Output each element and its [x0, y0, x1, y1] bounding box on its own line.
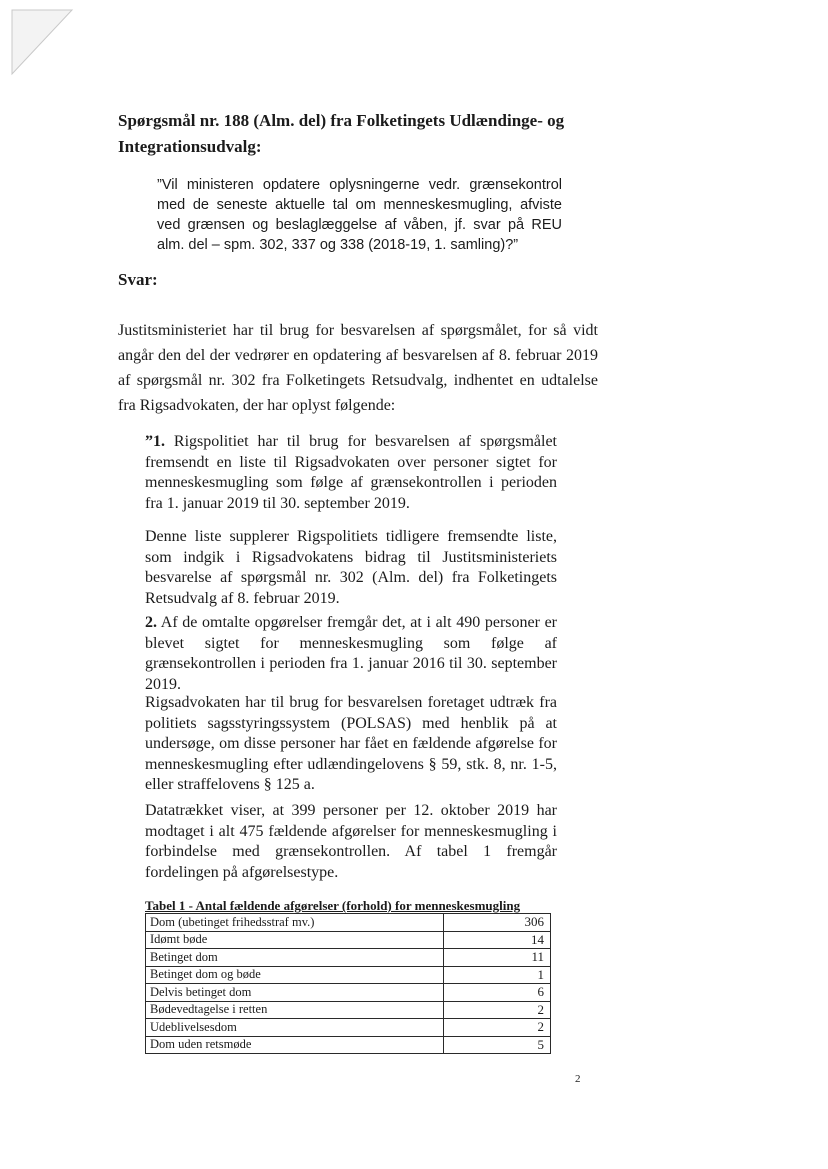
row-value: 6: [444, 984, 551, 1002]
paragraph-3-number: 2.: [145, 614, 157, 631]
paragraph-1: [145, 432, 557, 514]
row-label: Dom uden retsmøde: [146, 1036, 444, 1054]
row-value: 306: [444, 914, 551, 932]
verdicts-table: [145, 913, 551, 1054]
row-value: 2: [444, 1001, 551, 1019]
row-value: 14: [444, 931, 551, 949]
question-heading: Spørgsmål nr. 188 (Alm. del) fra Folketingets Udlændinge- og Integrationsudvalg:: [118, 111, 565, 156]
row-label: Udeblivelsesdom: [146, 1019, 444, 1037]
paragraph-3: [145, 613, 557, 695]
paragraph-3-text: Af de omtalte opgørelser fremgår det, at i alt 490 personer er blevet sigtet for menneskesmugling som følge af grænsekontrollen i perioden fra 1. januar 2016 til 30. september 2019.: [145, 614, 557, 693]
table-row: [146, 984, 551, 1002]
table-caption: Tabel 1 - Antal fældende afgørelser (forhold) for menneskesmugling: [145, 898, 521, 913]
paragraph-5: Datatrækket viser, at 399 personer per 12. oktober 2019 har modtaget i alt 475 fældende afgørelser for menneskesmugling i forbindelse med grænsekontrollen. Af tabel 1 fremgår fordelingen på afgørelsestype.: [145, 802, 557, 881]
folded-corner-mark: [0, 0, 80, 80]
row-label: Bødevedtagelse i retten: [146, 1001, 444, 1019]
answer-label: Svar:: [118, 270, 158, 289]
paragraph-1-number: ”1.: [145, 433, 165, 450]
row-value: 5: [444, 1036, 551, 1054]
table-row: [146, 931, 551, 949]
table-row: [146, 1019, 551, 1037]
table-row: [146, 914, 551, 932]
page-number: 2: [575, 1073, 581, 1085]
table-row: [146, 966, 551, 984]
row-label: Delvis betinget dom: [146, 984, 444, 1002]
paragraph-2: Denne liste supplerer Rigspolitiets tidligere fremsendte liste, som indgik i Rigsadvokatens bidrag til Justitsministeriets besvarelse af spørgsmål nr. 302 (Alm. del) fra Folketingets Retsudvalg af 8. februar 2019.: [145, 528, 557, 607]
row-label: Dom (ubetinget frihedsstraf mv.): [146, 914, 444, 932]
row-label: Betinget dom: [146, 949, 444, 967]
row-label: Betinget dom og bøde: [146, 966, 444, 984]
row-value: 1: [444, 966, 551, 984]
answer-intro: Justitsministeriet har til brug for besvarelsen af spørgsmålet, for så vidt angår den del der vedrører en opdatering af besvarelsen af 8. februar 2019 af spørgsmål nr. 302 fra Folketingets Retsudvalg, indhentet en udtalelse fra Rigsadvokaten, der har oplyst følgende:: [118, 322, 598, 414]
row-label: Idømt bøde: [146, 931, 444, 949]
row-value: 2: [444, 1019, 551, 1037]
table-row: [146, 1036, 551, 1054]
table-row: [146, 949, 551, 967]
paragraph-1-text: Rigspolitiet har til brug for besvarelsen af spørgsmålet fremsendt en liste til Rigsadvokaten over personer sigtet for menneskesmugling som følge af grænsekontrollen i perioden fra 1. januar 2019 til 30. september 2019.: [145, 433, 557, 512]
question-text: ”Vil ministeren opdatere oplysningerne vedr. grænsekontrol med de seneste aktuelle tal om menneskesmugling, afviste ved grænsen og beslaglæggelse af våben, jf. svar på REU alm. del – spm. 302, 337 og 338 (2018-19, 1. samling)?”: [157, 177, 562, 253]
row-value: 11: [444, 949, 551, 967]
paragraph-4: Rigsadvokaten har til brug for besvarelsen foretaget udtræk fra politiets sagsstyringssystem (POLSAS) med henblik på at undersøge, om disse personer har fået en fældende afgørelse for menneskesmugling efter udlændingelovens § 59, stk. 8, nr. 1-5, eller straffelovens § 125 a.: [145, 694, 557, 793]
table-row: [146, 1001, 551, 1019]
